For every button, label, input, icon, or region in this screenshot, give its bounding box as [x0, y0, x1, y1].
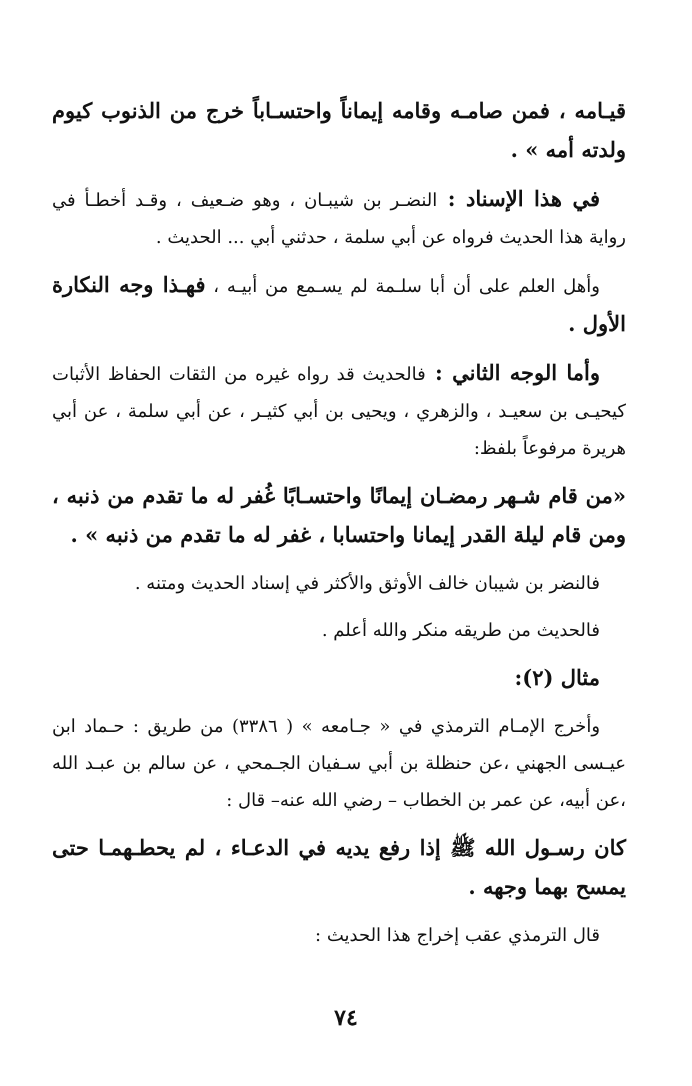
second-aspect-heading: وأما الوجه الثاني :: [425, 360, 600, 385]
conclusion-text: فالحديث من طريقه منكر والله أعلم .: [321, 620, 600, 641]
prophet-hadith-text: كان رسـول الله ﷺ إذا رفع يديه في الدعـاء ، لم يحطـهمـا حتى يمسح بهما وجهه .: [52, 835, 626, 899]
isnad-body: النضـر بن شيبـان ، وهو ضـعيف ، وقـد أخطـأ في رواية هذا الحديث فرواه عن أبي سلمة ، حدثني أبي ... الحديث .: [52, 190, 626, 248]
nadr-contradiction-text: فالنضر بن شيبان خالف الأوثق والأكثر في إسناد الحديث ومتنه .: [134, 573, 600, 594]
hadith-end-bold-text: قيـامه ، فمن صامـه وقامه إيماناً واحتسـاباً خرج من الذنوب كيوم ولدته أمه » .: [52, 98, 626, 162]
isnad-heading: في هذا الإسناد :: [437, 186, 601, 211]
page-number: ٧٤: [334, 1005, 358, 1031]
paragraph-isnad-note: [52, 180, 626, 256]
tirmidhi-comment-text: قال الترمذي عقب إخراج هذا الحديث :: [315, 925, 600, 946]
paragraph-prophet-hadith: [52, 829, 626, 907]
paragraph-hadith-text: [52, 477, 626, 555]
tirmidhi-chain-text: وأخرج الإمـام الترمذي في « جـامعه » ( ٣٣٨٦) من طريق : حـماد ابن عيـسى الجهني ،عن حنظلة بن أبي سـفيان الجـمحي ، عن سالم بن عبـد الله ،عن أبيه، عن عمر بن الخطاب – رضي الله عنه– قال :: [52, 716, 626, 811]
hadith-quote: «من قام شـهر رمضـان إيمانًا واحتسـابًا غُفر له ما تقدم من ذنبه ، ومن قام ليلة القدر إيمانا واحتسابا ، غفر له ما تقدم من ذنبه » .: [52, 483, 626, 547]
paragraph-second-aspect: [52, 354, 626, 467]
paragraph-scholars-note: [52, 266, 626, 344]
page-body: [52, 92, 626, 964]
example-heading: مثال (٢):: [514, 665, 600, 690]
paragraph-tirmidhi-chain: [52, 708, 626, 819]
first-nakara-conclusion: فهـذا وجه النكارة الأول .: [52, 272, 626, 336]
second-aspect-body: فالحديث قد رواه غيره من الثقات الحفاظ الأثبات كيحيـى بن سعيـد ، والزهري ، ويحيى بن أبي كثيـر ، عن أبي سلمة ، عن أبي هريرة مرفوعاً بلفظ:: [52, 364, 626, 459]
paragraph-tirmidhi-comment: [52, 917, 626, 954]
paragraph-conclusion: [52, 612, 626, 649]
scholars-body: وأهل العلم على أن أبا سلـمة لم يسـمع من أبيـه ،: [205, 276, 600, 297]
paragraph-example-heading: [52, 659, 626, 698]
paragraph-nadr-contradiction: [52, 565, 626, 602]
paragraph-hadith-end: [52, 92, 626, 170]
